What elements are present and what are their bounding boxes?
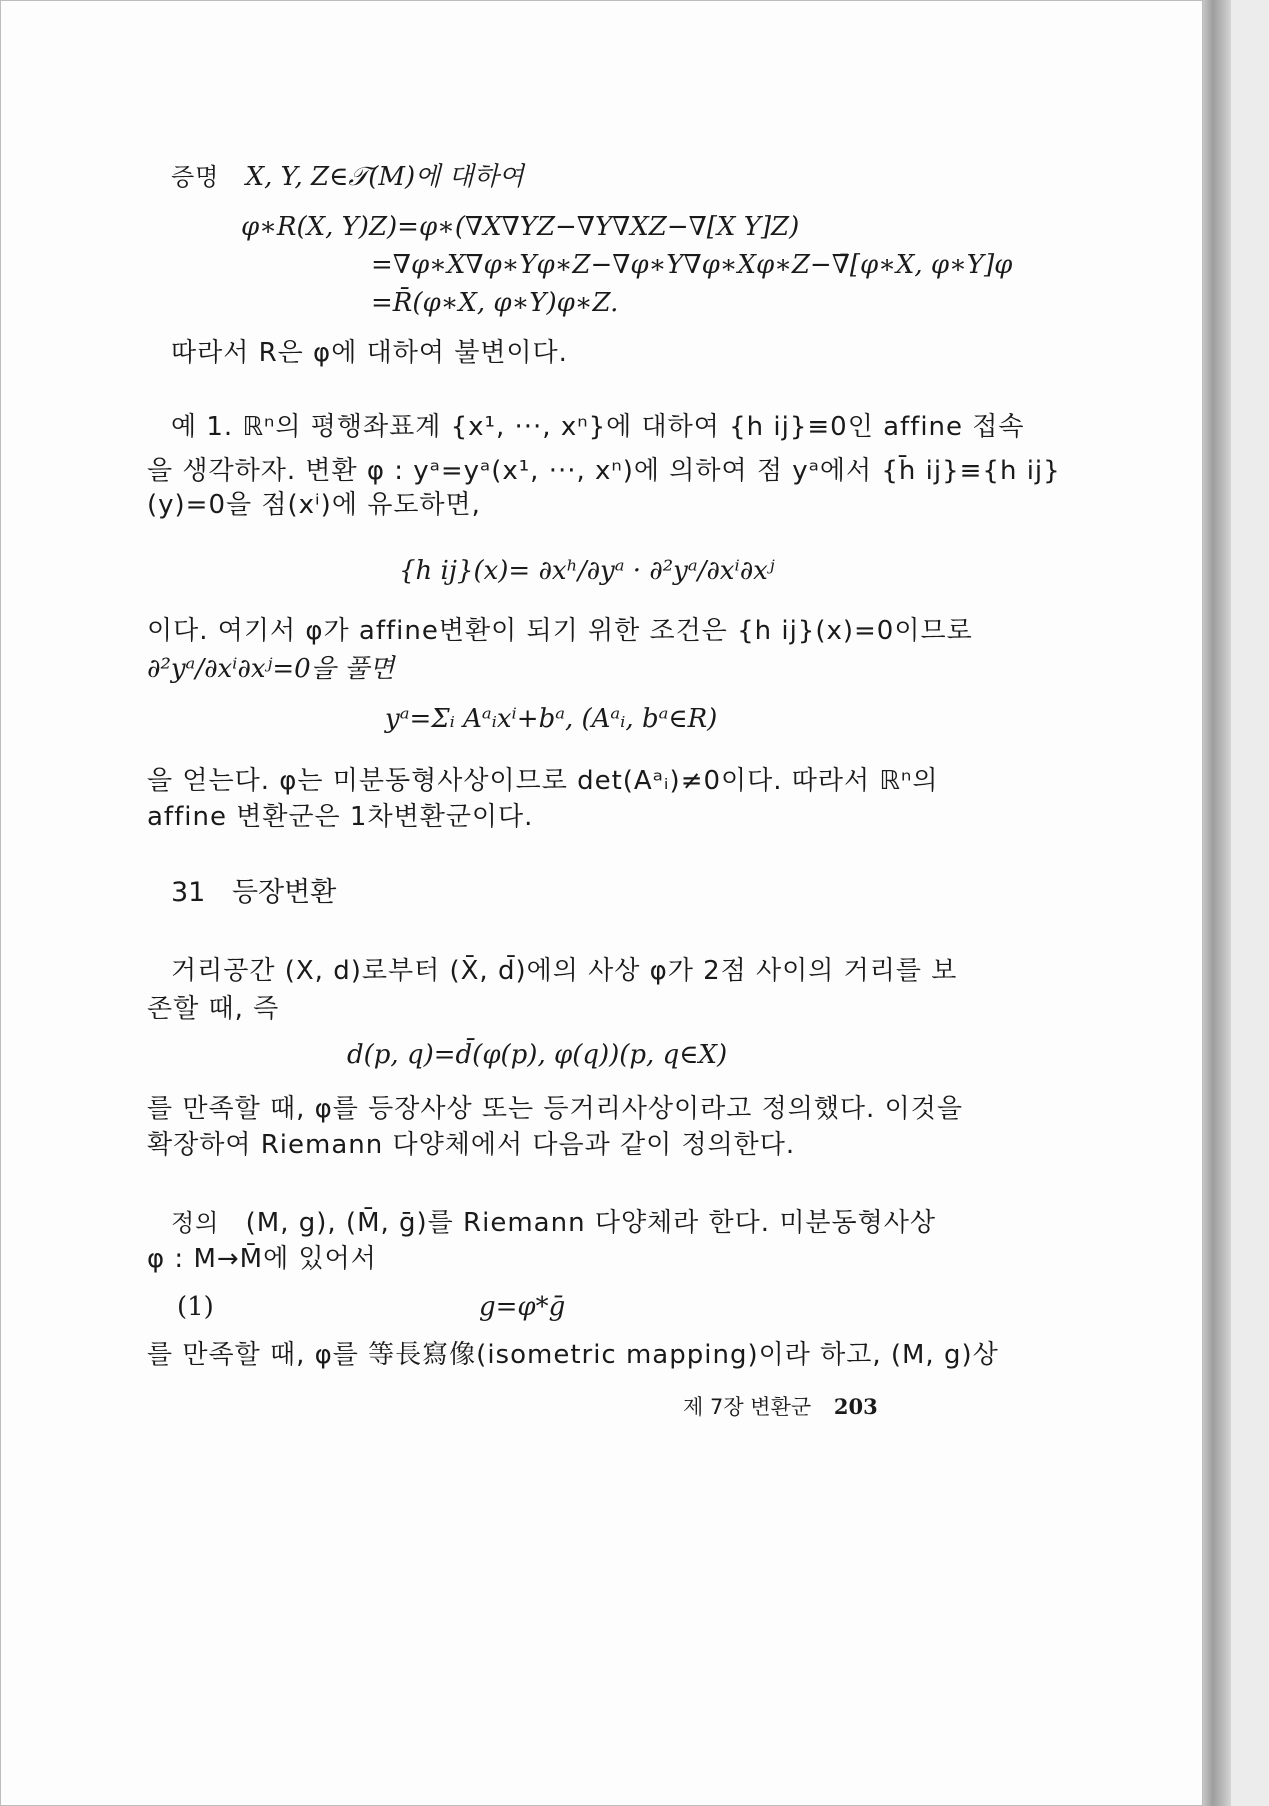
definition-text-1: (M, g), (M̄, ḡ)를 Riemann 다양체라 한다. 미분동형사상 — [245, 1208, 937, 1238]
example-line-2: 을 생각하자. 변환 φ : yᵃ=yᵃ(x¹, ···, xⁿ)에 의하여 점 yᵃ에서 {h̄ ij}≡{h ij} — [147, 456, 1061, 486]
proof-equation-3: =R̄(φ∗X, φ∗Y)φ∗Z. — [371, 288, 619, 318]
paragraph-line-2: 존할 때, 즉 — [147, 994, 280, 1024]
example-line-7: affine 변환군은 1차변환군이다. — [147, 802, 534, 832]
paragraph-line-1: 거리공간 (X, d)로부터 (X̄, d̄)에의 사상 φ가 2점 사이의 거리를 보 — [171, 956, 958, 986]
definition-line-2: φ : M→M̄에 있어서 — [147, 1244, 377, 1274]
paragraph-line-3: 를 만족할 때, φ를 등장사상 또는 등거리사상이라고 정의했다. 이것을 — [147, 1094, 963, 1124]
example-equation-affine: yᵃ=Σᵢ Aᵃᵢxⁱ+bᵃ, (Aᵃᵢ, bᵃ∈R) — [385, 704, 718, 734]
chapter-title: 제 7장 변환군 — [683, 1395, 812, 1419]
proof-conclusion: 따라서 R은 φ에 대하여 불변이다. — [171, 338, 568, 368]
proof-intro: X, Y, Z∈𝒯(M)에 대하여 — [245, 162, 524, 192]
page-stack-edge — [1203, 0, 1231, 1806]
running-footer — [683, 1391, 878, 1421]
section-heading — [171, 875, 336, 911]
section-number: 31 — [171, 877, 206, 908]
proof-equation-1: φ∗R(X, Y)Z)=φ∗(∇X∇YZ−∇Y∇XZ−∇[X Y]Z) — [241, 212, 800, 242]
example-line-3: (y)=0을 점(xⁱ)에 유도하면, — [147, 490, 481, 520]
example-line-4: 이다. 여기서 φ가 affine변환이 되기 위한 조건은 {h ij}(x)=0이므로 — [147, 616, 973, 646]
proof-intro-line — [171, 159, 524, 195]
definition-line-1 — [171, 1205, 936, 1241]
paragraph-line-4: 확장하여 Riemann 다양체에서 다음과 같이 정의한다. — [147, 1130, 796, 1160]
definition-equation-number: (1) — [177, 1292, 214, 1322]
section-title: 등장변환 — [231, 877, 337, 908]
background-margin — [1231, 0, 1269, 1806]
example-line-1: 예 1. ℝⁿ의 평행좌표계 {x¹, ···, xⁿ}에 대하여 {h ij}≡0인 affine 접속 — [171, 412, 1025, 442]
page-number: 203 — [833, 1394, 878, 1419]
definition-equation-isometry: g=φ*ḡ — [479, 1292, 566, 1322]
example-line-6: 을 얻는다. φ는 미분동형사상이므로 det(Aᵃᵢ)≠0이다. 따라서 ℝⁿ의 — [147, 766, 939, 796]
example-equation-christoffel: {h ij}(x)= ∂xʰ/∂yᵃ · ∂²yᵃ/∂xⁱ∂xʲ — [399, 556, 775, 586]
paragraph-equation-distance: d(p, q)=d̄(φ(p), φ(q))(p, q∈X) — [347, 1040, 728, 1070]
proof-equation-2: =∇φ∗X∇φ∗Yφ∗Z−∇φ∗Y∇φ∗Xφ∗Z−∇̄[φ∗X, φ∗Y]φ — [371, 250, 1013, 280]
proof-label: 증명 — [171, 163, 220, 191]
definition-label: 정의 — [171, 1209, 220, 1237]
definition-line-3: 를 만족할 때, φ를 等長寫像(isometric mapping)이라 하고, (M, g)상 — [147, 1340, 999, 1370]
example-line-5: ∂²yᵃ/∂xⁱ∂xʲ=0을 풀면 — [147, 654, 395, 684]
